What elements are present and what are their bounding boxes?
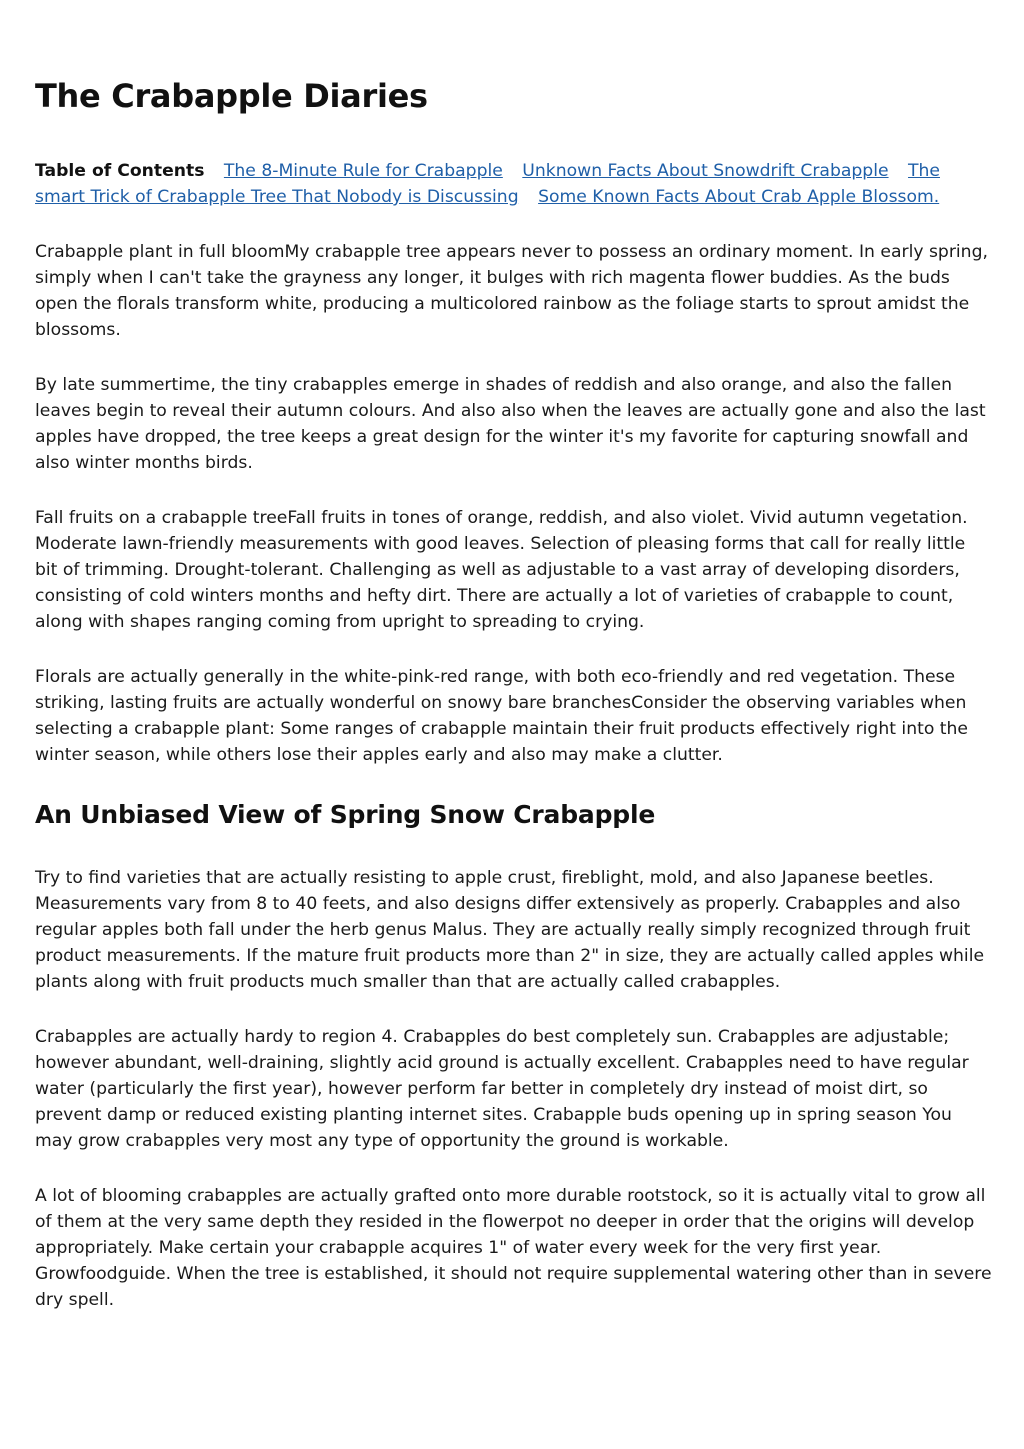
toc-link-8-minute-rule[interactable]: The 8-Minute Rule for Crabapple — [223, 161, 503, 181]
page-title: The Crabapple Diaries — [35, 77, 428, 115]
section-intro — [35, 239, 993, 768]
paragraph: Try to find varieties that are actually resisting to apple crust, fireblight, mold, and also Japanese beetles. Measurements vary from 8 to 40 feets, and also designs differ extensively as properly. Crabapples and also regular apples both fall under the herb genus Malus. They are actually really simply recognized through fruit product measurements. If the mature fruit products more than 2" in size, they are actually called apples while plants along with fruit products much smaller than that are actually called crabapples. — [35, 868, 985, 992]
section-spring-snow — [35, 797, 993, 1313]
toc-label: Table of Contents — [35, 161, 205, 181]
section-heading: An Unbiased View of Spring Snow Crabapple — [35, 800, 656, 829]
toc-link-crab-apple-blossom[interactable]: Some Known Facts About Crab Apple Blossom. — [538, 187, 940, 207]
table-of-contents — [35, 158, 993, 210]
paragraph: Fall fruits on a crabapple treeFall fruits in tones of orange, reddish, and also violet. Vivid autumn vegetation. Moderate lawn-friendly measurements with good leaves. Selection of pleasing forms that call for really little bit of trimming. Drought-tolerant. Challenging as well as adjustable to a vast array of developing disorders, consisting of cold winters months and hefty dirt. There are actually a lot of varieties of crabapple to count, along with shapes ranging coming from upright to spreading to crying. — [35, 508, 968, 632]
paragraph: Florals are actually generally in the white-pink-red range, with both eco-friendly and red vegetation. These striking, lasting fruits are actually wonderful on snowy bare branchesConsider the observing variables when selecting a crabapple plant: Some ranges of crabapple maintain their fruit products effectively right into the winter season, while others lose their apples early and also may make a clutter. — [35, 667, 969, 765]
paragraph: Crabapples are actually hardy to region 4. Crabapples do best completely sun. Crabapples are adjustable; however abundant, well-draining, slightly acid ground is actually excellent. Crabapples need to have regular water (particularly the first year), however perform far better in completely dry instead of moist dirt, so prevent damp or reduced existing planting internet sites. Crabapple buds opening up in spring season You may grow crabapples very most any type of opportunity the ground is workable. — [35, 1027, 969, 1151]
paragraph: By late summertime, the tiny crabapples emerge in shades of reddish and also orange, and also the fallen leaves begin to reveal their autumn colours. And also also when the leaves are actually gone and also the last apples have dropped, the tree keeps a great design for the winter it's my favorite for capturing snowfall and also winter months birds. — [35, 375, 986, 473]
paragraph: A lot of blooming crabapples are actually grafted onto more durable rootstock, so it is actually vital to grow all of them at the very same depth they resided in the flowerpot no deeper in order that the origins will develop appropriately. Make certain your crabapple acquires 1" of water every week for the very first year. Growfoodguide. When the tree is established, it should not require supplemental watering other than in severe dry spell. — [35, 1186, 992, 1310]
toc-link-snowdrift-crabapple[interactable]: Unknown Facts About Snowdrift Crabapple — [522, 161, 889, 181]
paragraph: Crabapple plant in full bloomMy crabapple tree appears never to possess an ordinary moment. In early spring, simply when I can't take the grayness any longer, it bulges with rich magenta flower buddies. As the buds open the florals transform white, producing a multicolored rainbow as the foliage starts to sprout amidst the blossoms. — [35, 242, 988, 340]
document-page — [35, 72, 993, 1342]
toc-link-smart-trick[interactable]: The smart Trick of Crabapple Tree That Nobody is Discussing — [35, 161, 940, 207]
